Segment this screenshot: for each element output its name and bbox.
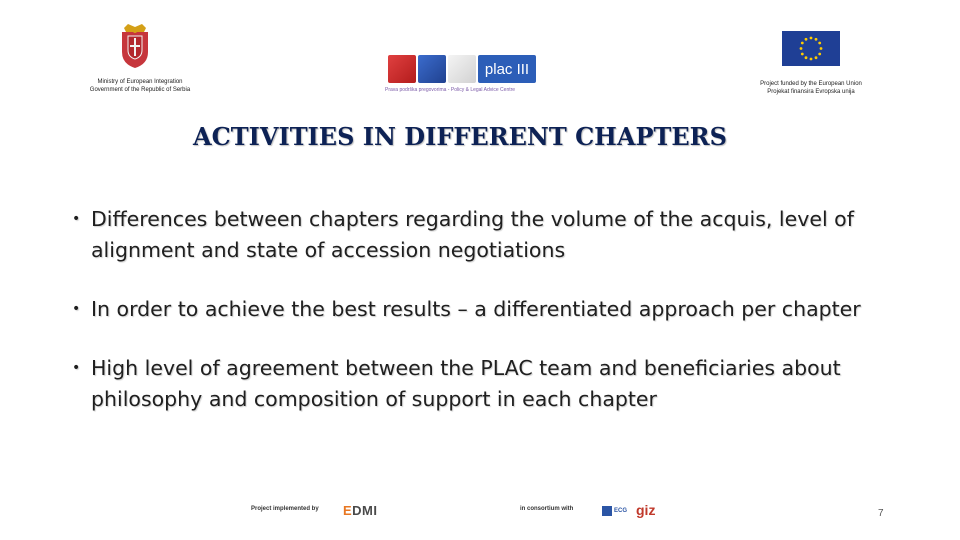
gov-line-1: Ministry of European Integration: [97, 79, 183, 85]
edmi-letters: DMI: [352, 503, 378, 518]
giz-logo-icon: giz: [636, 502, 656, 518]
bullet-text: Differences between chapters regarding the volume of the acquis, level of alignment and state of accession negotiations: [91, 207, 854, 262]
eu-caption: [746, 80, 876, 96]
slide-title: ACTIVITIES IN DIFFERENT CHAPTERS: [193, 122, 727, 151]
implemented-by-label: Project implemented by: [251, 506, 319, 512]
edmi-logo-icon: [343, 503, 378, 518]
bullet-dot-icon: •: [72, 211, 81, 227]
bullet-text: High level of agreement between the PLAC team and beneficiaries about philosophy and composition of support in each chapter: [91, 356, 841, 411]
ecg-logo-icon: [602, 506, 627, 516]
ecg-square-icon: [602, 506, 612, 516]
edmi-letter-e: E: [343, 503, 353, 518]
consortium-label: in consortium with: [520, 506, 574, 512]
bullet-dot-icon: •: [72, 301, 81, 317]
plac-subtitle: Prava podrška pregovorima - Policy & Legal Advice Centre: [385, 87, 516, 93]
plac-logo-icon: [388, 55, 536, 83]
bullet-text: In order to achieve the best results – a differentiated approach per chapter: [91, 297, 861, 321]
bullet-dot-icon: •: [72, 360, 81, 376]
eu-flag-icon: [782, 31, 840, 66]
bullet-item: [72, 294, 862, 325]
gov-line-2: Government of the Republic of Serbia: [89, 87, 191, 93]
plac-badge: plac III: [478, 55, 536, 83]
plac-tile-blue: [418, 55, 446, 83]
government-caption: [70, 78, 210, 94]
bullet-item: [72, 204, 862, 266]
plac-tile-grey: [448, 55, 476, 83]
serbia-coat-of-arms-icon: [118, 22, 152, 70]
bullet-item: [72, 353, 862, 415]
page-number: 7: [878, 508, 884, 519]
plac-tile-red: [388, 55, 416, 83]
eu-line-1: Project funded by the European Union: [760, 81, 862, 87]
ecg-text: ECG: [614, 508, 628, 514]
bullet-list: [72, 204, 862, 443]
eu-line-2: Projekat finansira Evropska unija: [767, 89, 855, 95]
